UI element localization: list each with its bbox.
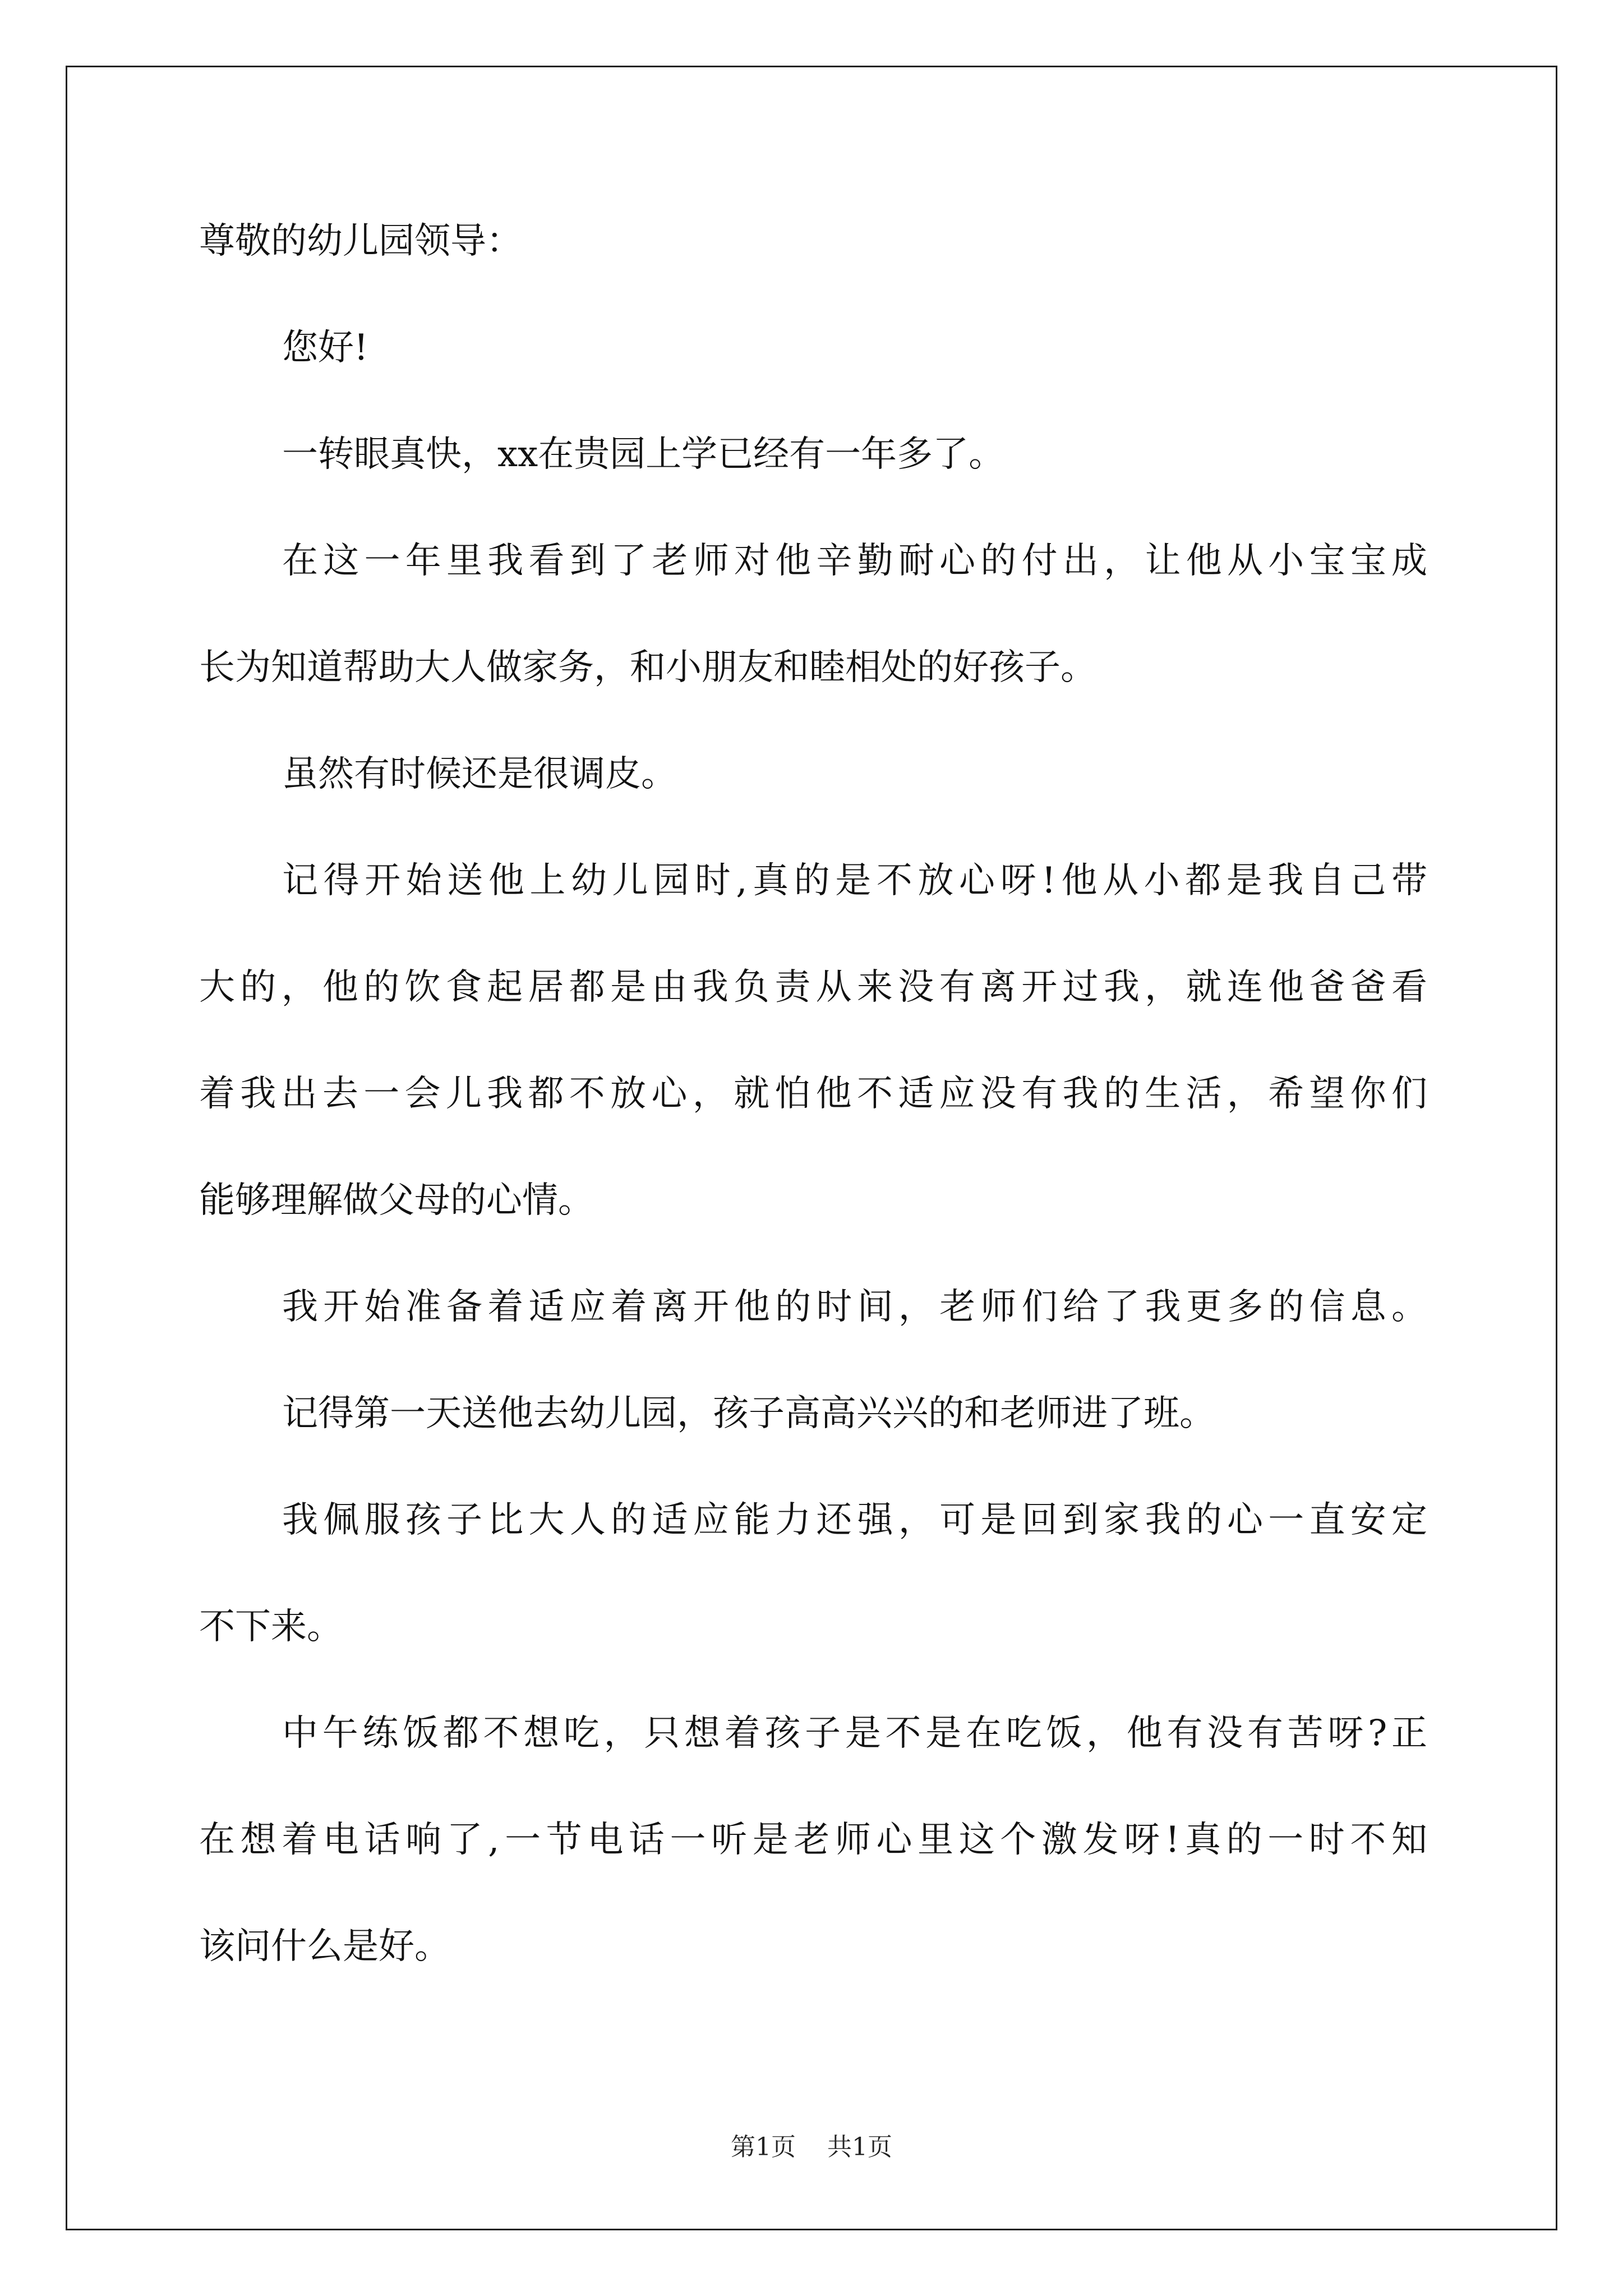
- paragraph-line: 我佩服孩子比大人的适应能力还强，可是回到家我的心一直安定: [282, 1499, 1427, 1541]
- paragraph-line: 记得第一天送他去幼儿园，孩子高高兴兴的和老师进了班。: [282, 1393, 1215, 1434]
- paragraph-line: 能够理解做父母的心情。: [199, 1180, 594, 1221]
- paragraph-line: 中午练饭都不想吃，只想着孩子是不是在吃饭，他有没有苦呀?正: [282, 1713, 1427, 1754]
- paragraph-line: 长为知道帮助大人做家务，和小朋友和睦相处的好孩子。: [199, 647, 1096, 688]
- paragraph-line: 在想着电话响了,一节电话一听是老师心里这个激发呀!真的一时不知: [199, 1819, 1427, 1861]
- paragraph-line: 大的，他的饮食起居都是由我负责从来没有离开过我，就连他爸爸看: [199, 967, 1427, 1008]
- greeting: 您好!: [282, 327, 368, 369]
- paragraph-line: 在这一年里我看到了老师对他辛勤耐心的付出，让他从小宝宝成: [282, 540, 1427, 582]
- paragraph-line: 一转眼真快，xx在贵园上学已经有一年多了。: [282, 434, 1005, 475]
- page-number: 第1页: [731, 2133, 796, 2161]
- page-count: 共1页: [827, 2133, 892, 2161]
- salutation: 尊敬的幼儿园领导：: [199, 220, 522, 262]
- letter-body: [199, 219, 1427, 1969]
- paragraph-line: 记得开始送他上幼儿园时,真的是不放心呀!他从小都是我自己带: [282, 860, 1427, 901]
- page-footer: [0, 2132, 1623, 2163]
- paragraph-line: 着我出去一会儿我都不放心，就怕他不适应没有我的生活，希望你们: [199, 1073, 1427, 1115]
- paragraph-line: 我开始准备着适应着离开他的时间，老师们给了我更多的信息。: [282, 1286, 1427, 1328]
- paragraph-line: 该问什么是好。: [199, 1926, 450, 1967]
- paragraph-line: 不下来。: [199, 1606, 343, 1648]
- paragraph-line: 虽然有时候还是很调皮。: [282, 753, 677, 795]
